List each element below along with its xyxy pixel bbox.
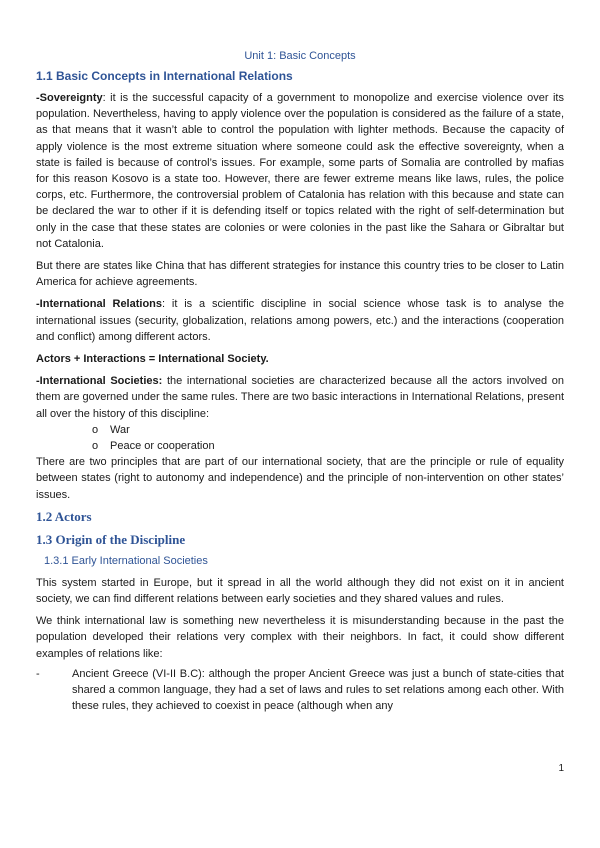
interactions-list — [36, 422, 564, 454]
page-number: 1 — [558, 763, 564, 774]
sovereignty-text: : it is the successful capacity of a government to monopolize and exercise violence over its population. Nevertheless, having to apply violence over the population is considered as the failure of a state, as that means that it wasn’t able to control the population with lighter methods. Because the capacity of apply violence is the most extreme situation where someone could ask the effective sovereignty, when a state is failed is because of control’s issues. For example, some parts of Somalia are controlled by mafias for this reason Kosovo is a state too. However, there are fewer extreme means like laws, rules, the police corps, etc. Furthermore, the controversial problem of Catalonia has relation with this because and state can be declared the war to other if it is defending itself or topics related with the right of self-determination but only in the case that these states are colonies or were colonies in the past like the Sahara or Gibraltar but not Catalonia. — [36, 92, 564, 250]
section-heading-1-3-1: 1.3.1 Early International Societies — [44, 554, 208, 567]
greece-text: Ancient Greece (VI-II B.C): although the proper Ancient Greece was just a bunch of state-cities that shared a common language, they had a set of laws and rules to set relations among each other. With these rules, they achieved to coexist in peace (although when any — [72, 667, 564, 713]
formula-line: Actors + Interactions = International Society. — [36, 353, 269, 366]
international-societies-text: the international societies are characterized because all the actors involved on them are governed under the same rules. There are two basic interactions in International Relations, present all over the history of this discipline: — [36, 375, 564, 420]
international-relations-text: : it is a scientific discipline in social science whose task is to analyse the international issues (security, globalization, relations among powers, etc.) and the interactions (cooperation and conflict) among different actors. — [36, 298, 564, 343]
bullet-o: o — [92, 423, 99, 436]
system-paragraph: This system started in Europe, but it spread in all the world although they did not exist on it in ancient society, we can find different relations between early societies and they shared values and rules. — [36, 576, 564, 606]
unit-title: Unit 1: Basic Concepts — [244, 50, 356, 62]
international-societies-paragraph — [36, 373, 564, 422]
international-relations-paragraph — [36, 296, 564, 345]
section-heading-1-3: 1.3 Origin of the Discipline — [36, 531, 186, 547]
bullet-o: o — [92, 440, 99, 453]
list-item: o Peace or cooperation — [92, 438, 564, 454]
section-heading-1-1: 1.1 Basic Concepts in International Relations — [36, 69, 293, 83]
list-item: o War — [92, 422, 564, 438]
document-page — [36, 50, 564, 715]
sovereignty-term: -Sovereignty — [36, 92, 103, 104]
international-societies-term: -International Societies: — [36, 375, 163, 388]
china-paragraph: But there are states like China that has different strategies for instance this country tries to be closer to Latin America for achieve agreements. — [36, 260, 564, 289]
dash-bullet: - — [36, 667, 40, 680]
greece-list-item — [36, 666, 564, 715]
sovereignty-paragraph — [36, 90, 564, 252]
section-heading-1-2: 1.2 Actors — [36, 508, 92, 524]
law-paragraph: We think international law is something new nevertheless it is misunderstanding because in the past the population developed their relations very complex with their neighbors. In fact, it could show different examples of relations like: — [36, 615, 564, 660]
international-relations-term: -International Relations — [36, 298, 163, 311]
principles-paragraph: There are two principles that are part of our international society, that are the principle or rule of equality between states (right to autonomy and independence) and the principle of non-intervention on other states’ issues. — [36, 456, 564, 501]
